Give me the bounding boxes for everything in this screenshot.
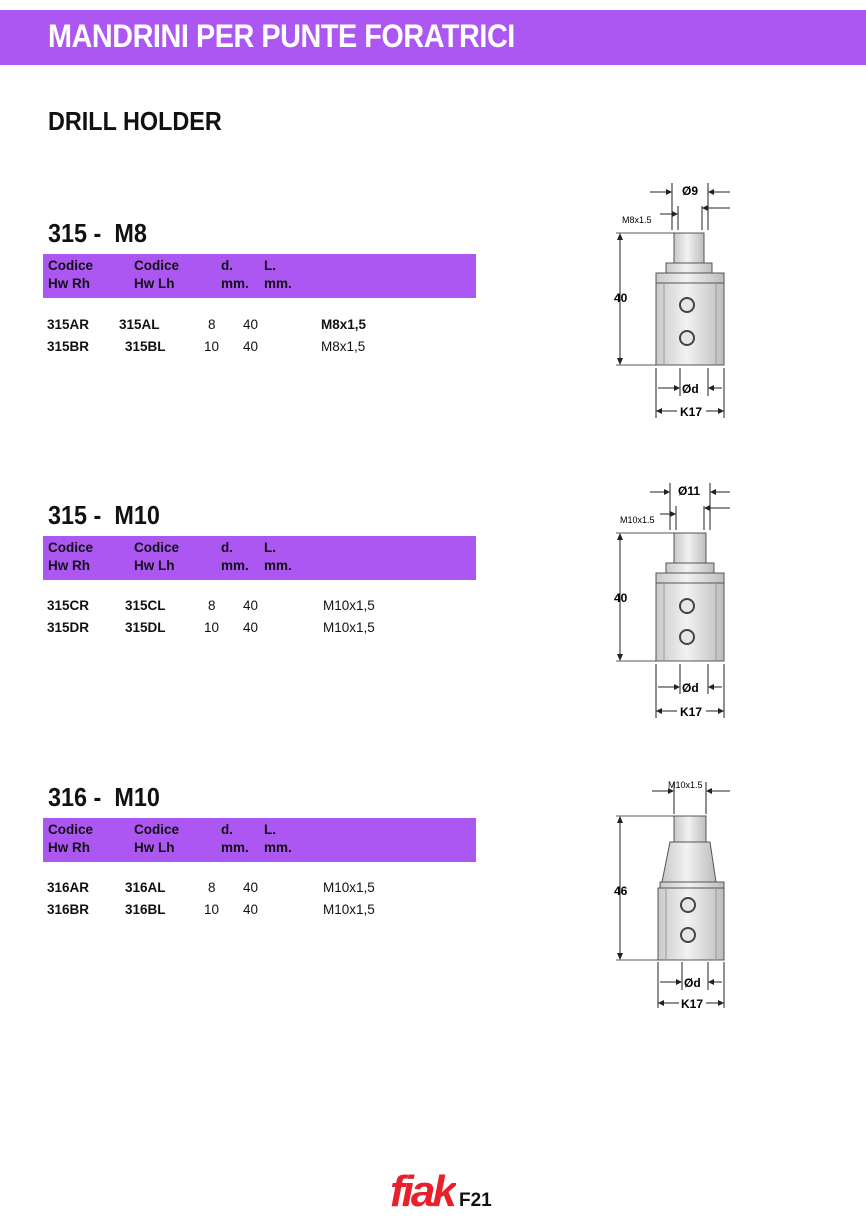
cell-thread: M10x1,5 bbox=[323, 902, 375, 917]
col-header-rh: Codice Hw Rh bbox=[48, 540, 94, 573]
cell-rh: 316AR bbox=[47, 880, 90, 895]
length-label: 40 bbox=[614, 291, 628, 305]
cell-d: 10 bbox=[204, 902, 220, 917]
cell-d: 8 bbox=[208, 598, 216, 613]
cell-l: 40 bbox=[243, 317, 259, 332]
cell-rh: 315CR bbox=[47, 598, 90, 613]
cell-thread: M10x1,5 bbox=[323, 620, 375, 635]
cell-lh: 316BL bbox=[125, 902, 166, 917]
thread-label: M10x1.5 bbox=[620, 515, 655, 525]
hex-label: K17 bbox=[680, 705, 703, 719]
cell-d: 8 bbox=[208, 880, 216, 895]
cell-l: 40 bbox=[243, 598, 259, 613]
cell-d: 10 bbox=[204, 620, 220, 635]
drill-holder-drawing-m10 bbox=[590, 478, 740, 728]
page-title: MANDRINI PER PUNTE FORATRICI bbox=[48, 18, 515, 54]
cell-thread: M8x1,5 bbox=[321, 339, 366, 354]
cell-lh: 315DL bbox=[125, 620, 166, 635]
cell-rh: 316BR bbox=[47, 902, 90, 917]
length-label: 46 bbox=[614, 884, 628, 898]
cell-l: 40 bbox=[243, 902, 259, 917]
cell-rh: 315AR bbox=[47, 317, 90, 332]
thread-label: M8x1.5 bbox=[622, 215, 652, 225]
table-header bbox=[43, 818, 476, 862]
col-header-l: L. mm. bbox=[264, 540, 292, 573]
cell-rh: 315BR bbox=[47, 339, 90, 354]
bore-label: Ød bbox=[684, 976, 701, 990]
hex-label: K17 bbox=[680, 405, 703, 419]
table-header bbox=[43, 254, 476, 298]
section-title: 315 - M10 bbox=[48, 500, 160, 530]
bore-label: Ød bbox=[682, 681, 699, 695]
table-row bbox=[0, 316, 500, 338]
page-number: F21 bbox=[459, 1190, 492, 1211]
hex-label: K17 bbox=[681, 997, 704, 1011]
cell-l: 40 bbox=[243, 339, 259, 354]
cell-thread: M8x1,5 bbox=[321, 317, 367, 332]
cell-d: 8 bbox=[208, 317, 216, 332]
col-header-rh: Codice Hw Rh bbox=[48, 822, 94, 855]
table-row bbox=[0, 597, 500, 619]
col-header-d: d. mm. bbox=[221, 258, 249, 291]
col-header-lh: Codice Hw Lh bbox=[134, 258, 180, 291]
cell-lh: 315BL bbox=[125, 339, 166, 354]
col-header-l: L. mm. bbox=[264, 258, 292, 291]
col-header-d: d. mm. bbox=[221, 540, 249, 573]
table-row bbox=[0, 338, 500, 360]
section-title: 316 - M10 bbox=[48, 782, 160, 812]
table-header bbox=[43, 536, 476, 580]
col-header-l: L. mm. bbox=[264, 822, 292, 855]
section-title: 315 - M8 bbox=[48, 218, 147, 248]
svg-text:fiak: fiak bbox=[390, 1167, 454, 1210]
drill-holder-drawing-m8 bbox=[590, 178, 740, 428]
dim-top-label: Ø9 bbox=[682, 184, 699, 198]
fiak-logo bbox=[390, 1166, 456, 1210]
thread-label: M10x1.5 bbox=[668, 780, 703, 790]
cell-thread: M10x1,5 bbox=[323, 598, 375, 613]
cell-d: 10 bbox=[204, 339, 220, 354]
cell-thread: M10x1,5 bbox=[323, 880, 375, 895]
col-header-lh: Codice Hw Lh bbox=[134, 540, 180, 573]
page-subtitle: DRILL HOLDER bbox=[48, 106, 222, 136]
drill-holder-drawing-316 bbox=[590, 772, 740, 1022]
bore-label: Ød bbox=[682, 382, 699, 396]
col-header-d: d. mm. bbox=[221, 822, 249, 855]
cell-lh: 315CL bbox=[125, 598, 166, 613]
col-header-rh: Codice Hw Rh bbox=[48, 258, 94, 291]
cell-l: 40 bbox=[243, 880, 259, 895]
col-header-lh: Codice Hw Lh bbox=[134, 822, 180, 855]
cell-lh: 315AL bbox=[119, 317, 160, 332]
header-banner bbox=[0, 10, 866, 65]
dim-top-label: Ø11 bbox=[678, 484, 701, 498]
length-label: 40 bbox=[614, 591, 628, 605]
table-row bbox=[0, 879, 500, 901]
table-row bbox=[0, 901, 500, 923]
cell-lh: 316AL bbox=[125, 880, 166, 895]
cell-rh: 315DR bbox=[47, 620, 90, 635]
table-row bbox=[0, 619, 500, 641]
cell-l: 40 bbox=[243, 620, 259, 635]
